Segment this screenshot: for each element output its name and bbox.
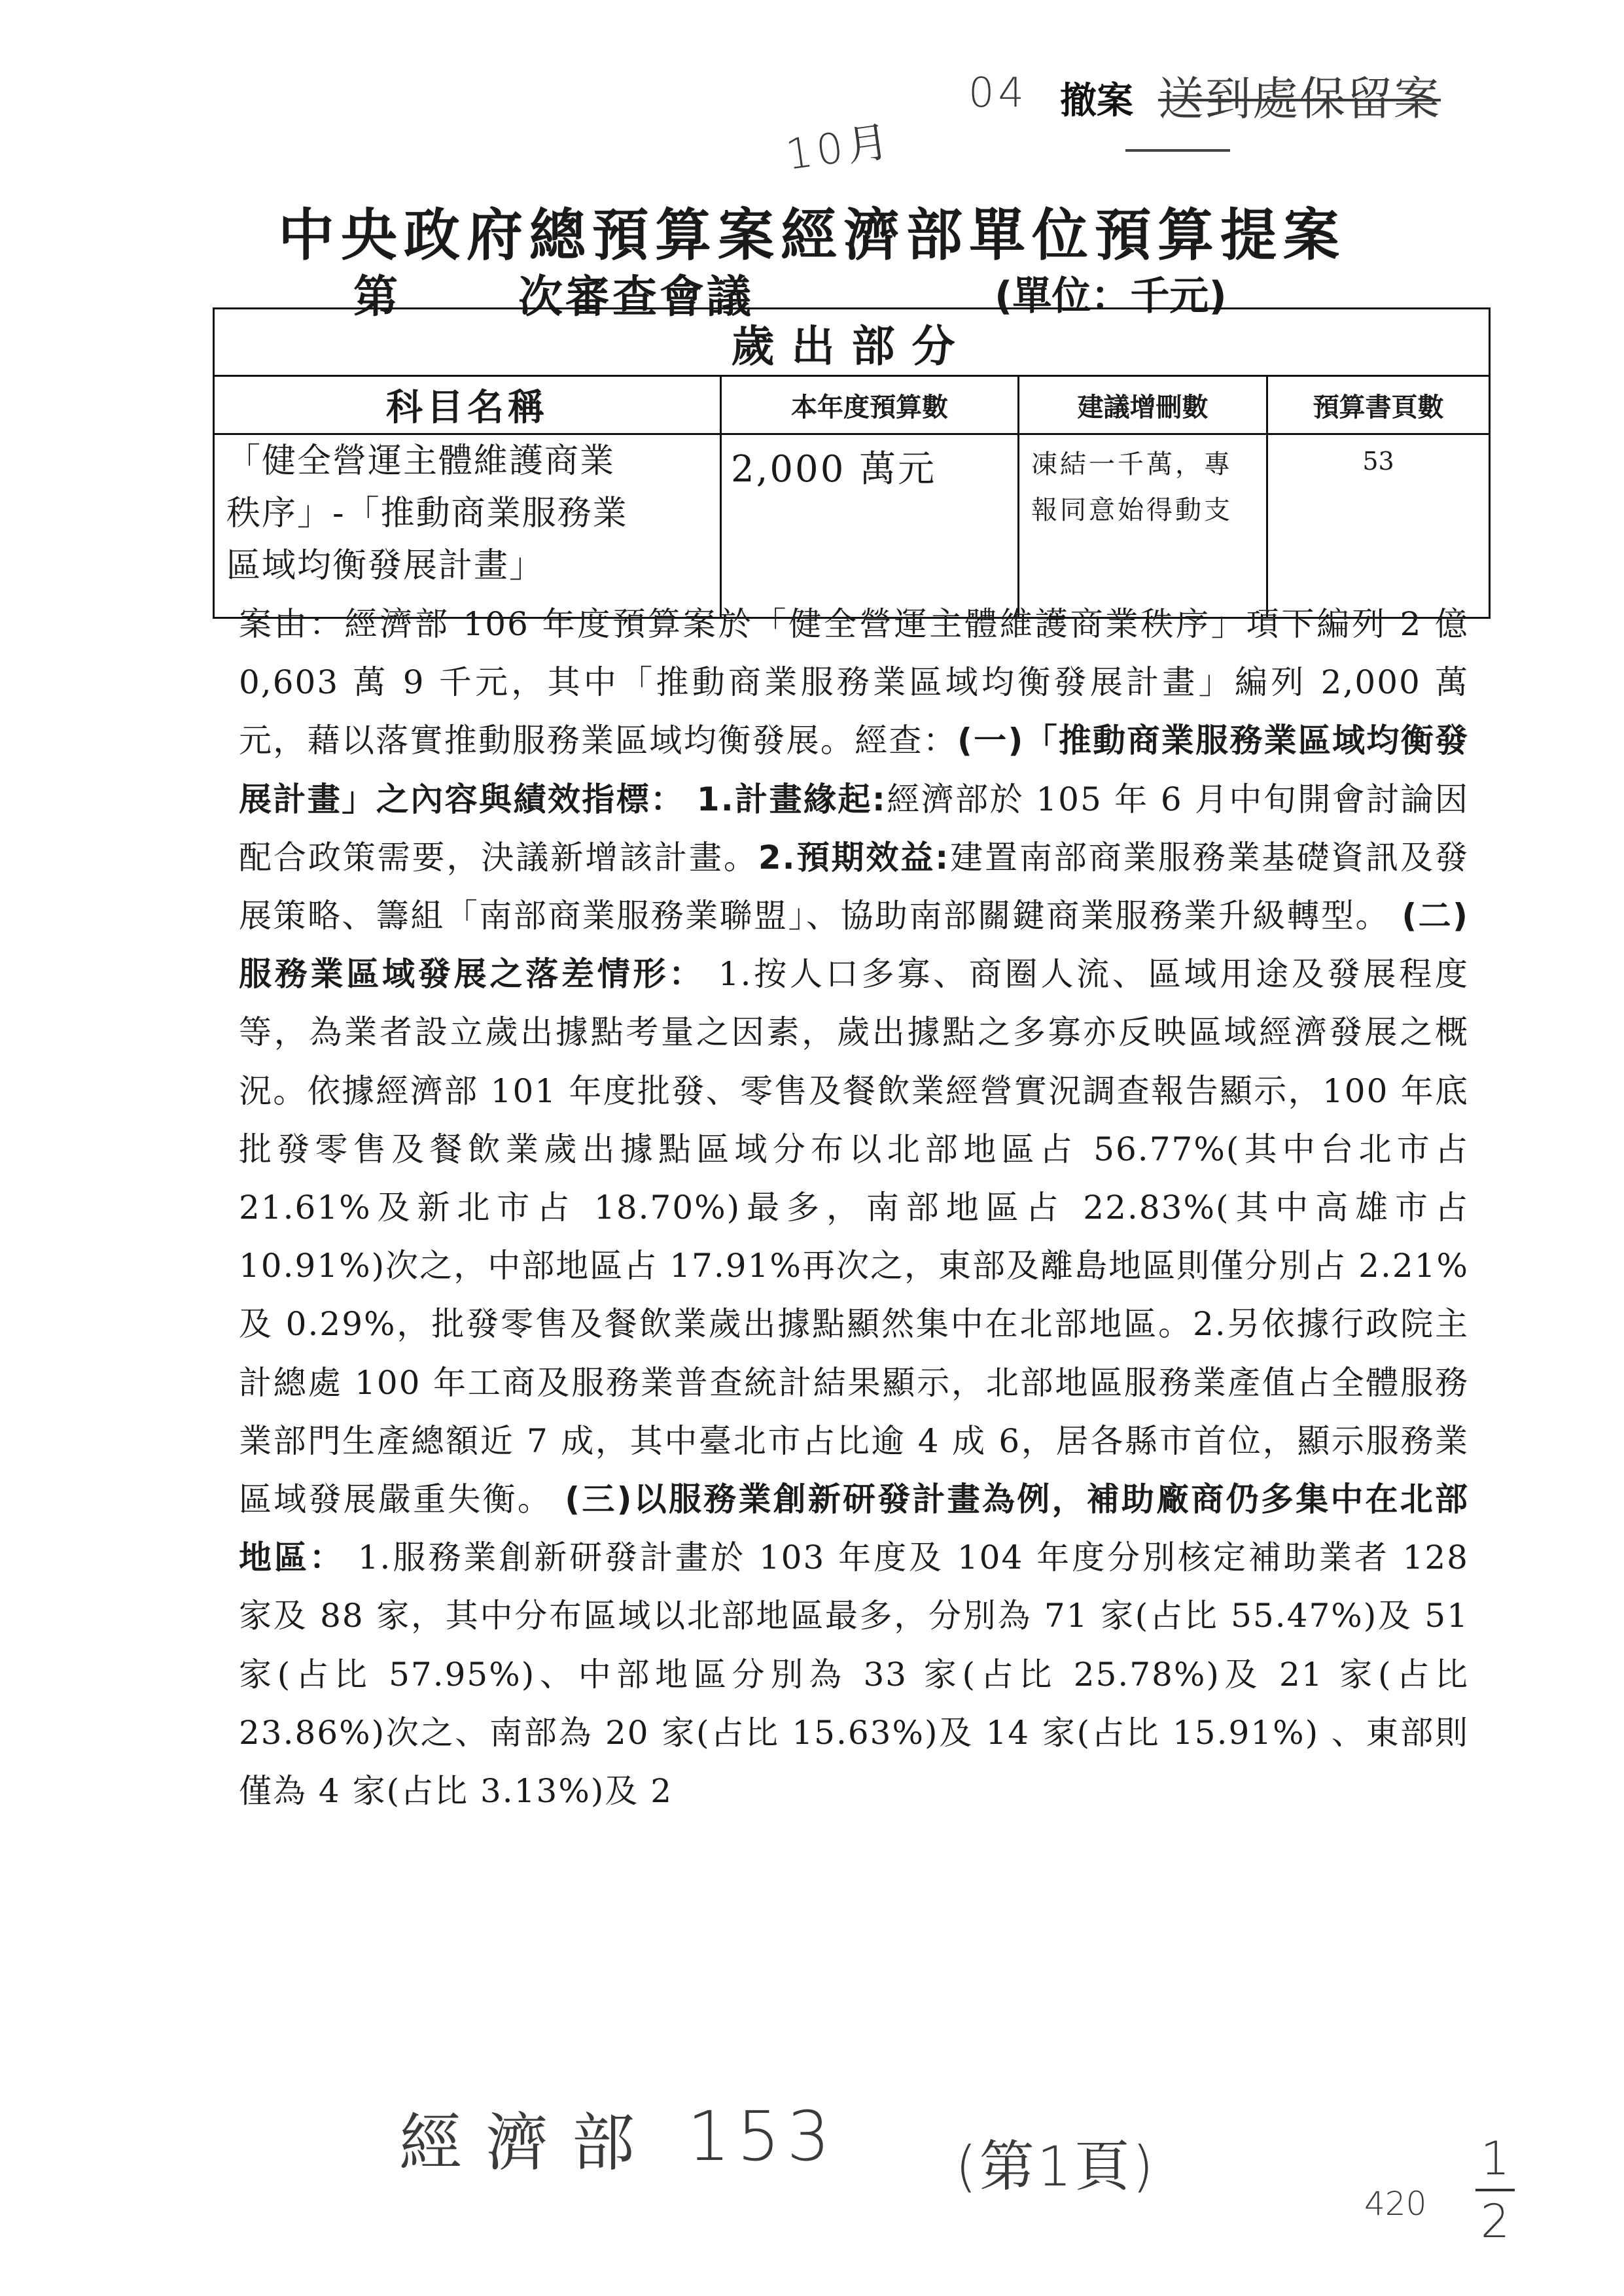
item-name-line: 「健全營運主體維護商業 (226, 442, 616, 481)
suggestion-line: 凍結一千萬，專 (1031, 449, 1233, 479)
handwritten-code: 04 (968, 69, 1028, 116)
page-fraction (1475, 2132, 1515, 2248)
column-header-adjustment: 建議增刪數 (1019, 376, 1267, 434)
suggestion-line: 報同意始得動支 (1031, 495, 1233, 525)
page-number-cell: 53 (1267, 434, 1490, 618)
corner-number: 420 (1364, 2185, 1427, 2223)
item-name-line: 區域均衡發展計畫」 (226, 546, 545, 585)
fraction-denominator: 2 (1480, 2195, 1510, 2248)
item-text: 建置南部商業服務業基礎資訊及發展策略、籌組「南部商業服務業聯盟」、協助南部關鍵商業服務業升級轉型。 (239, 838, 1470, 935)
budget-amount-cell: 2,000 萬元 (721, 434, 1019, 618)
page-title: 中央政府總預算案經濟部單位預算提案 (278, 203, 1346, 268)
footer-department: 經濟部 (399, 2106, 658, 2180)
heading-three: (三)以服務業創新研發計畫為例，補助廠商仍多集中在北部地區： (239, 1480, 1470, 1577)
footer-page-label: (第1頁) (955, 2134, 1156, 2199)
section-three-text: 1.服務業創新研發計畫於 103 年度及 104 年度分別核定補助業者 128 家及 88 家，其中分布區域以北部地區最多，分別為 71 家(占比 55.47%)及 51 家(占比 57.95%)、中部地區分別為 33 家(占比 25.78%)及 21 家(占比 23.86%)次之、南部為 20 家(占比 15.63%)及 14 家(占比 15.91%) 、東部則僅為 4 家(占比 3.13%)及 2 (239, 1539, 1469, 1811)
suggestion-cell (1019, 434, 1267, 618)
annotation-dash (1125, 149, 1230, 152)
item-name-cell (214, 434, 721, 618)
column-header-budget: 本年度預算數 (721, 376, 1019, 434)
item-label: 1.計畫緣起: (696, 780, 887, 818)
handwritten-date: 10月 (783, 116, 896, 180)
session-prefix: 第 (353, 271, 401, 323)
heading-two: (二)服務業區域發展之落差情形： (239, 897, 1470, 994)
section-two-text: 1.按人口多寡、商圈人流、區域用途及發展程度等，為業者設立歲出據點考量之因素，歲出據點之多寡亦反映區域經濟發展之概況。依據經濟部 101 年度批發、零售及餐飲業經營實況調查報告顯示，100 年底批發零售及餐飲業歲出據點區域分布以北部地區占 56.77%(其中台北市占 21.61%及新北市占 18.70%)最多，南部地區占 22.83%(其中高雄市占 10.91%)次之，中部地區占 17.91%再次之，東部及離島地區則僅分別占 2.21%及 0.29%，批發零售及餐飲業歲出據點顯然集中在北部地區。2.另依據行政院主計總處 100 年工商及服務業普查統計結果顯示，北部地區服務業產值占全體服務業部門生產總額近 7 成，其中臺北市占比逾 4 成 6，居各縣市首位，顯示服務業區域發展嚴重失衡。 (239, 955, 1469, 1519)
unit-label: (單位：千元) (995, 273, 1227, 319)
section-heading: 歲出部分 (214, 309, 1490, 376)
table-row (214, 434, 1490, 618)
column-header-item: 科目名稱 (214, 376, 721, 434)
struck-annotation: 送到處保留案 (1158, 72, 1441, 126)
intro-text: 案由：經濟部 106 年度預算案於「健全營運主體維護商業秩序」項下編列 2 億 0,603 萬 9 千元，其中「推動商業服務業區域均衡發展計畫」編列 2,000 萬元，藉以落實推動服務業區域均衡發展。經查： (239, 605, 1469, 760)
budget-table (213, 307, 1491, 619)
item-text: 經濟部於 105 年 6 月中旬開會討論因配合政策需要，決議新增該計畫。 (239, 780, 1469, 877)
column-header-page: 預算書頁數 (1267, 376, 1490, 434)
heading-one: (一)「推動商業服務業區域均衡發展計畫」之內容與績效指標： (239, 722, 1470, 818)
item-name-line: 秩序」-「推動商業服務業 (226, 494, 628, 533)
withdrawn-stamp: 撤案 (1060, 80, 1133, 122)
footer-number: 153 (687, 2096, 837, 2176)
fraction-numerator: 1 (1480, 2132, 1510, 2185)
session-suffix: 次審查會議 (518, 271, 754, 323)
case-description (239, 595, 1469, 1820)
item-label: 2.預期效益: (758, 838, 950, 877)
fraction-bar (1475, 2189, 1515, 2191)
